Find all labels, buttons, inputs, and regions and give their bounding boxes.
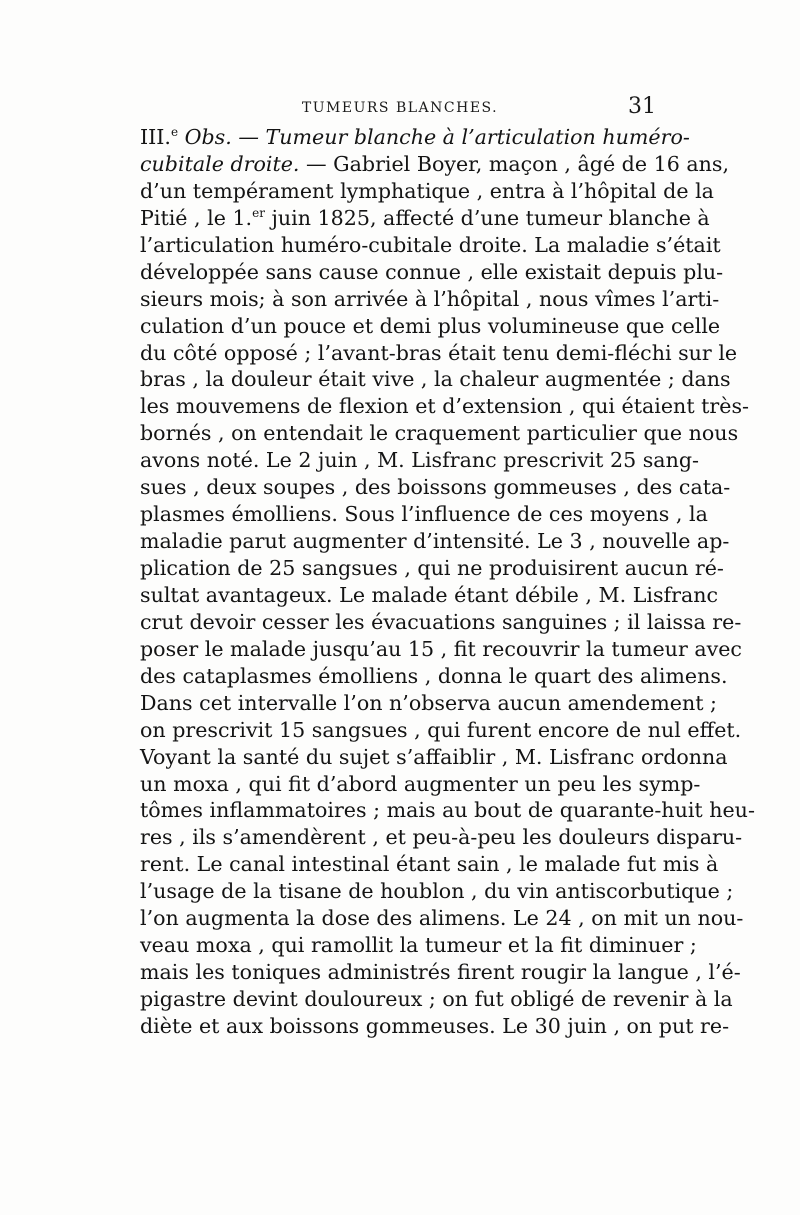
text-segment: III. xyxy=(140,125,171,149)
text-segment: pigastre devint douloureux ; on fut obligé de revenir à la xyxy=(140,987,733,1011)
text-segment: culation d’un pouce et demi plus volumineuse que celle xyxy=(140,313,721,338)
text-line xyxy=(140,259,724,286)
text-segment: rent. Le canal intestinal étant sain , le malade fut mis à xyxy=(140,852,719,877)
text-segment: du côté opposé ; l’avant-bras était tenu demi-fléchi sur le xyxy=(140,340,738,365)
text-line xyxy=(140,663,728,690)
page-number: 31 xyxy=(628,94,656,119)
text-segment: veau moxa , qui ramollit la tumeur et la fit diminuer ; xyxy=(140,933,697,958)
text-segment: Pitié , le 1. xyxy=(140,205,253,230)
text-line xyxy=(140,313,721,340)
text-line xyxy=(140,932,697,959)
text-line xyxy=(140,501,708,528)
text-line xyxy=(140,851,719,878)
text-line xyxy=(140,824,743,851)
text-segment: juin 1825, affecté d’une tumeur blanche à xyxy=(264,205,710,230)
text-segment: poser le malade jusqu’au 15 , fit recouvrir la tumeur avec xyxy=(140,636,742,661)
text-segment: sues , deux soupes , des boissons gommeuses , des cata- xyxy=(140,475,731,500)
text-segment: bras , la douleur était vive , la chaleur augmentée ; dans xyxy=(140,367,731,392)
text-segment: les mouvemens de flexion et d’extension , qui étaient très- xyxy=(140,394,749,419)
text-segment: diète et aux boissons gommeuses. Le 30 juin , on put re- xyxy=(140,1013,730,1038)
text-segment: — Gabriel Boyer, maçon , âgé de 16 ans, xyxy=(299,151,730,176)
text-line xyxy=(140,286,720,313)
text-segment: plasmes émolliens. Sous l’influence de ces moyens , la xyxy=(140,502,708,527)
text-segment: l’usage de la tisane de houblon , du vin antiscorbutique ; xyxy=(140,879,734,904)
text-line xyxy=(140,232,721,259)
body-text xyxy=(140,124,755,1040)
italic-text: Obs. — Tumeur blanche à l’articulation huméro- xyxy=(184,125,690,149)
text-segment: mais les toniques administrés firent rougir la langue , l’é- xyxy=(140,960,741,985)
text-line xyxy=(140,797,755,824)
text-line xyxy=(140,959,741,986)
text-line xyxy=(140,609,742,636)
text-segment: Dans cet intervalle l’on n’observa aucun amendement ; xyxy=(140,690,717,715)
text-line xyxy=(140,420,739,447)
text-segment: développée sans cause connue , elle existait depuis plu- xyxy=(140,259,724,284)
text-line xyxy=(140,1013,730,1040)
text-line xyxy=(140,340,738,367)
text-segment: l’articulation huméro-cubitale droite. La maladie s’était xyxy=(140,232,721,257)
text-line xyxy=(140,744,728,771)
text-segment: on prescrivit 15 sangsues , qui furent encore de nul effet. xyxy=(140,717,742,742)
text-line xyxy=(140,771,701,798)
running-title: TUMEURS BLANCHES. xyxy=(301,100,499,116)
text-line xyxy=(140,528,730,555)
text-segment: plication de 25 sangsues , qui ne produisirent aucun ré- xyxy=(140,556,724,580)
text-line xyxy=(140,151,730,178)
text-segment: sultat avantageux. Le malade étant débile , M. Lisfranc xyxy=(140,582,719,607)
text-line xyxy=(140,124,690,151)
text-line xyxy=(140,986,733,1013)
text-line xyxy=(140,555,724,582)
text-line xyxy=(140,393,749,420)
text-segment: tômes inflammatoires ; mais au bout de quarante-huit heu- xyxy=(140,798,755,823)
text-segment: d’un tempérament lymphatique , entra à l’hôpital de la xyxy=(140,178,714,203)
text-line xyxy=(140,366,731,393)
text-line xyxy=(140,636,742,663)
text-line xyxy=(140,582,719,609)
text-segment: bornés , on entendait le craquement particulier que nous xyxy=(140,421,739,446)
text-line xyxy=(140,717,742,744)
text-segment: crut devoir cesser les évacuations sanguines ; il laissa re- xyxy=(140,609,742,634)
text-segment: l’on augmenta la dose des alimens. Le 24 , on mit un nou- xyxy=(140,906,744,931)
text-line xyxy=(140,878,734,905)
text-segment: maladie parut augmenter d’intensité. Le 3 , nouvelle ap- xyxy=(140,529,730,554)
text-line xyxy=(140,205,710,232)
text-segment: e xyxy=(170,125,179,140)
text-line xyxy=(140,474,731,501)
text-segment: er xyxy=(252,205,265,220)
text-line xyxy=(140,178,714,205)
text-segment: un moxa , qui fit d’abord augmenter un peu les symp- xyxy=(140,771,701,796)
text-line xyxy=(140,690,717,717)
text-segment: res , ils s’amendèrent , et peu-à-peu les douleurs disparu- xyxy=(140,825,743,850)
text-segment: avons noté. Le 2 juin , M. Lisfranc prescrivit 25 sang- xyxy=(140,448,699,473)
text-segment: Voyant la santé du sujet s’affaiblir , M. Lisfranc ordonna xyxy=(140,744,728,769)
text-line xyxy=(140,905,744,932)
italic-text: cubitale droite. xyxy=(140,151,300,176)
page-header xyxy=(140,96,660,120)
text-segment: des cataplasmes émolliens , donna le quart des alimens. xyxy=(140,663,728,688)
text-line xyxy=(140,447,699,474)
text-segment: sieurs mois; à son arrivée à l’hôpital , nous vîmes l’arti- xyxy=(140,286,720,311)
